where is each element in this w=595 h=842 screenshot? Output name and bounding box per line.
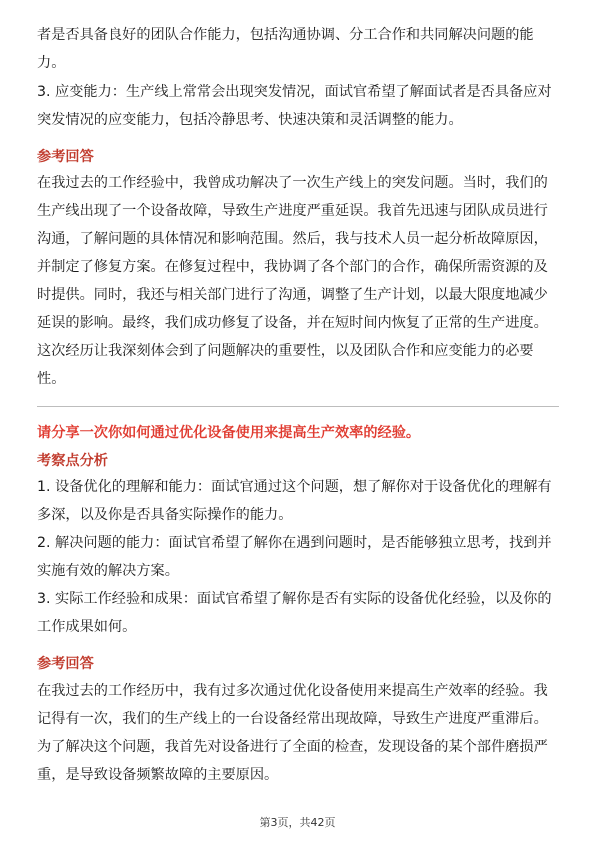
text-line: 重，是导致设备频繁故障的主要原因。 <box>37 767 279 783</box>
text-line: 记得有一次，我们的生产线上的一台设备经常出现故障，导致生产进度严重滞后。 <box>37 711 548 727</box>
text-line: 为了解决这个问题，我首先对设备进行了全面的检查，发现设备的某个部件磨损严 <box>37 739 548 755</box>
reference-answer-heading: 参考回答 <box>37 656 94 672</box>
text-line: 延误的影响。最终，我们成功修复了设备，并在短时间内恢复了正常的生产进度。 <box>37 315 548 331</box>
text-line: 并制定了修复方案。在修复过程中，我协调了各个部门的合作，确保所需资源的及 <box>37 259 548 275</box>
section-divider <box>37 406 559 407</box>
page-number: 第3页，共42页 <box>259 816 336 829</box>
question-title: 请分享一次你如何通过优化设备使用来提高生产效率的经验。 <box>37 425 421 441</box>
text-line: 这次经历让我深刻体会到了问题解决的重要性，以及团队合作和应变能力的必要 <box>37 343 534 359</box>
text-line: 性。 <box>37 371 66 387</box>
text-line: 时提供。同时，我还与相关部门进行了沟通，调整了生产计划，以最大限度地减少 <box>37 287 548 303</box>
text-line: 沟通，了解问题的具体情况和影响范围。然后，我与技术人员一起分析故障原因， <box>37 231 548 247</box>
text-line: 1. 设备优化的理解和能力：面试官通过这个问题，想了解你对于设备优化的理解有 <box>37 479 552 495</box>
text-line: 在我过去的工作经历中，我有过多次通过优化设备使用来提高生产效率的经验。我 <box>37 683 548 699</box>
text-line: 多深，以及你是否具备实际操作的能力。 <box>37 507 293 523</box>
reference-answer-heading: 参考回答 <box>37 149 94 165</box>
text-line: 3. 应变能力：生产线上常常会出现突发情况，面试官希望了解面试者是否具备应对 <box>37 84 552 100</box>
text-line: 2. 解决问题的能力：面试官希望了解你在遇到问题时，是否能够独立思考，找到并 <box>37 535 552 551</box>
analysis-heading: 考察点分析 <box>37 453 108 469</box>
text-line: 者是否具备良好的团队合作能力，包括沟通协调、分工合作和共同解决问题的能 <box>37 27 534 43</box>
text-line: 生产线出现了一个设备故障，导致生产进度严重延误。我首先迅速与团队成员进行 <box>37 203 548 219</box>
text-line: 工作成果如何。 <box>37 619 137 635</box>
text-line: 在我过去的工作经验中，我曾成功解决了一次生产线上的突发问题。当时，我们的 <box>37 175 548 191</box>
text-line: 3. 实际工作经验和成果：面试官希望了解你是否有实际的设备优化经验，以及你的 <box>37 591 552 607</box>
text-line: 力。 <box>37 55 66 71</box>
text-line: 实施有效的解决方案。 <box>37 563 179 579</box>
text-line: 突发情况的应变能力，包括冷静思考、快速决策和灵活调整的能力。 <box>37 112 463 128</box>
